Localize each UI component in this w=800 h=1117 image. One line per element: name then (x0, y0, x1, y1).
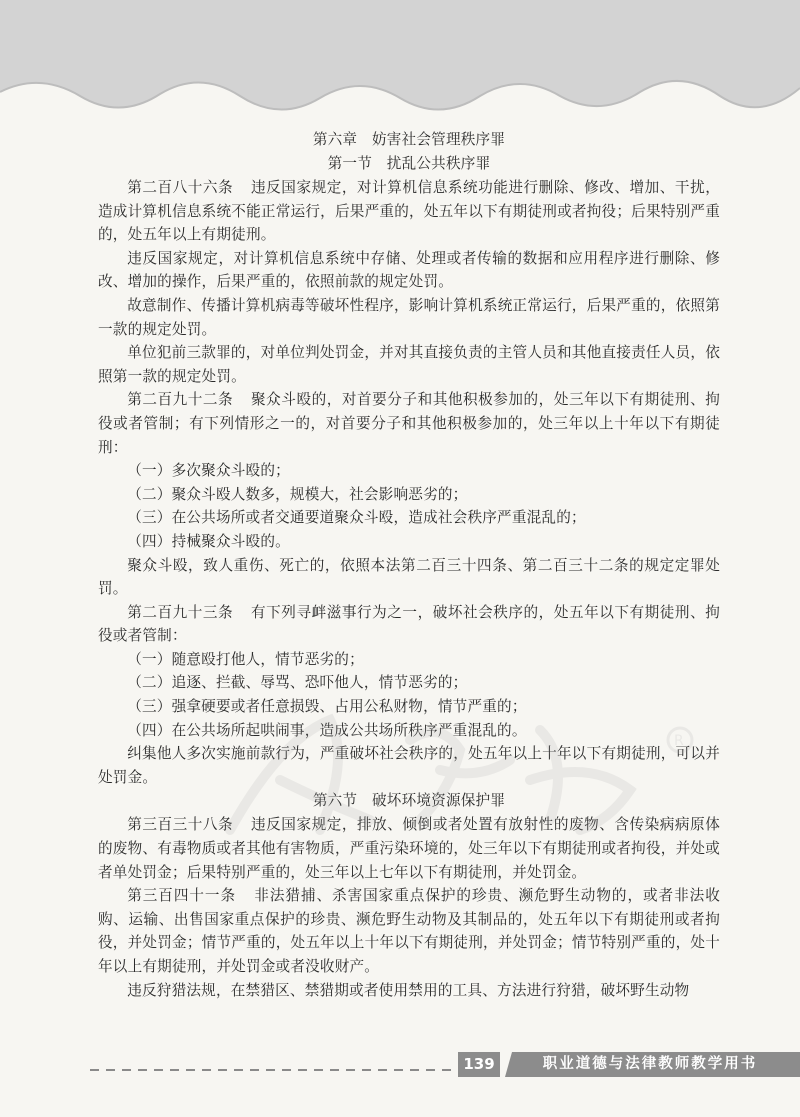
list-item: （一）随意殴打他人，情节恶劣的； (127, 650, 364, 668)
paragraph: 第二百八十六条 违反国家规定，对计算机信息系统功能进行删除、修改、增加、干扰，造成计算机信息系统不能正常运行，后果严重的，处五年以下有期徒刑或者拘役；后果特别严重的，处五年以上有期徒刑。 (98, 179, 721, 244)
book-title: 职业道德与法律教师教学用书 (542, 1056, 758, 1072)
svg-text:R: R (674, 733, 684, 749)
paragraph: 聚众斗殴，致人重伤、死亡的，依照本法第二百三十四条、第二百三十二条的规定定罪处罚。 (98, 556, 720, 598)
list-item: （三）强拿硬要或者任意损毁、占用公私财物，情节严重的； (127, 698, 527, 716)
chapter-title: 第六章 妨害社会管理秩序罪 (312, 131, 506, 148)
paragraph: 第二百九十二条 聚众斗殴的，对首要分子和其他积极参加的，处三年以下有期徒刑、拘役或者管制；有下列情形之一的，对首要分子和其他积极参加的，处三年以上十年以下有期徒刑： (98, 391, 721, 456)
paragraph: 第三百四十一条 非法猎捕、杀害国家重点保护的珍贵、濒危野生动物的，或者非法收购、运输、出售国家重点保护的珍贵、濒危野生动物及其制品的，处五年以下有期徒刑或者拘役，并处罚金；情节严重的，处五年以上十年以下有期徒刑，并处罚金；情节特别严重的，处十年以上有期徒刑，并处罚金或者没收财产。 (98, 887, 720, 975)
list-item: （三）在公共场所或者交通要道聚众斗殴，造成社会秩序严重混乱的； (127, 509, 586, 527)
page-number: 139 (463, 1055, 495, 1073)
article-number: 第二百九十三条 (127, 603, 234, 621)
article-number: 第三百四十一条 (127, 887, 237, 905)
list-item: （一）多次聚众斗殴的； (127, 462, 290, 480)
section-heading: 第一节 扰乱公共秩序罪 (327, 155, 491, 172)
paragraph: 第三百三十八条 违反国家规定，排放、倾倒或者处置有放射性的废物、含传染病病原体的废物、有毒物质或者其他有害物质，严重污染环境的，处三年以下有期徒刑或者拘役，并处或者单处罚金；后果特别严重的，处三年以上七年以下有期徒刑，并处罚金。 (98, 816, 721, 881)
article-number: 第二百八十六条 (127, 179, 234, 196)
paragraph: 纠集他人多次实施前款行为，严重破坏社会秩序的，处五年以上十年以下有期徒刑，可以并处罚金。 (98, 745, 720, 786)
list-item: （二）追逐、拦截、辱骂、恐吓他人，情节恶劣的； (127, 674, 468, 692)
article-number: 第三百三十八条 (127, 816, 234, 834)
paragraph: 违反国家规定，对计算机信息系统中存储、处理或者传输的数据和应用程序进行删除、修改、增加的操作，后果严重的，依照前款的规定处罚。 (98, 249, 720, 291)
article-number: 第二百九十二条 (127, 391, 234, 409)
paragraph: 第二百九十三条 有下列寻衅滋事行为之一，破坏社会秩序的，处五年以下有期徒刑、拘役或者管制： (98, 603, 721, 645)
paragraph: 违反狩猎法规，在禁猎区、禁猎期或者使用禁用的工具、方法进行狩猎，破坏野生动物 (127, 981, 690, 999)
section-heading: 第六节 破坏环境资源保护罪 (312, 792, 506, 810)
list-item: （四）在公共场所起哄闹事，造成公共场所秩序严重混乱的。 (127, 721, 527, 739)
paragraph: 故意制作、传播计算机病毒等破坏性程序，影响计算机系统正常运行，后果严重的，依照第一款的规定处罚。 (98, 296, 720, 338)
header-wave-band (0, 0, 800, 130)
document-body (98, 128, 720, 1002)
paragraph: 单位犯前三款罪的，对单位判处罚金，并对其直接负责的主管人员和其他直接责任人员，依照第一款的规定处罚。 (98, 344, 720, 385)
list-item: （四）持械聚众斗殴的。 (127, 532, 290, 550)
publisher-watermark-logo (210, 700, 730, 850)
list-item: （二）聚众斗殴人数多，规模大，社会影响恶劣的； (127, 485, 468, 503)
